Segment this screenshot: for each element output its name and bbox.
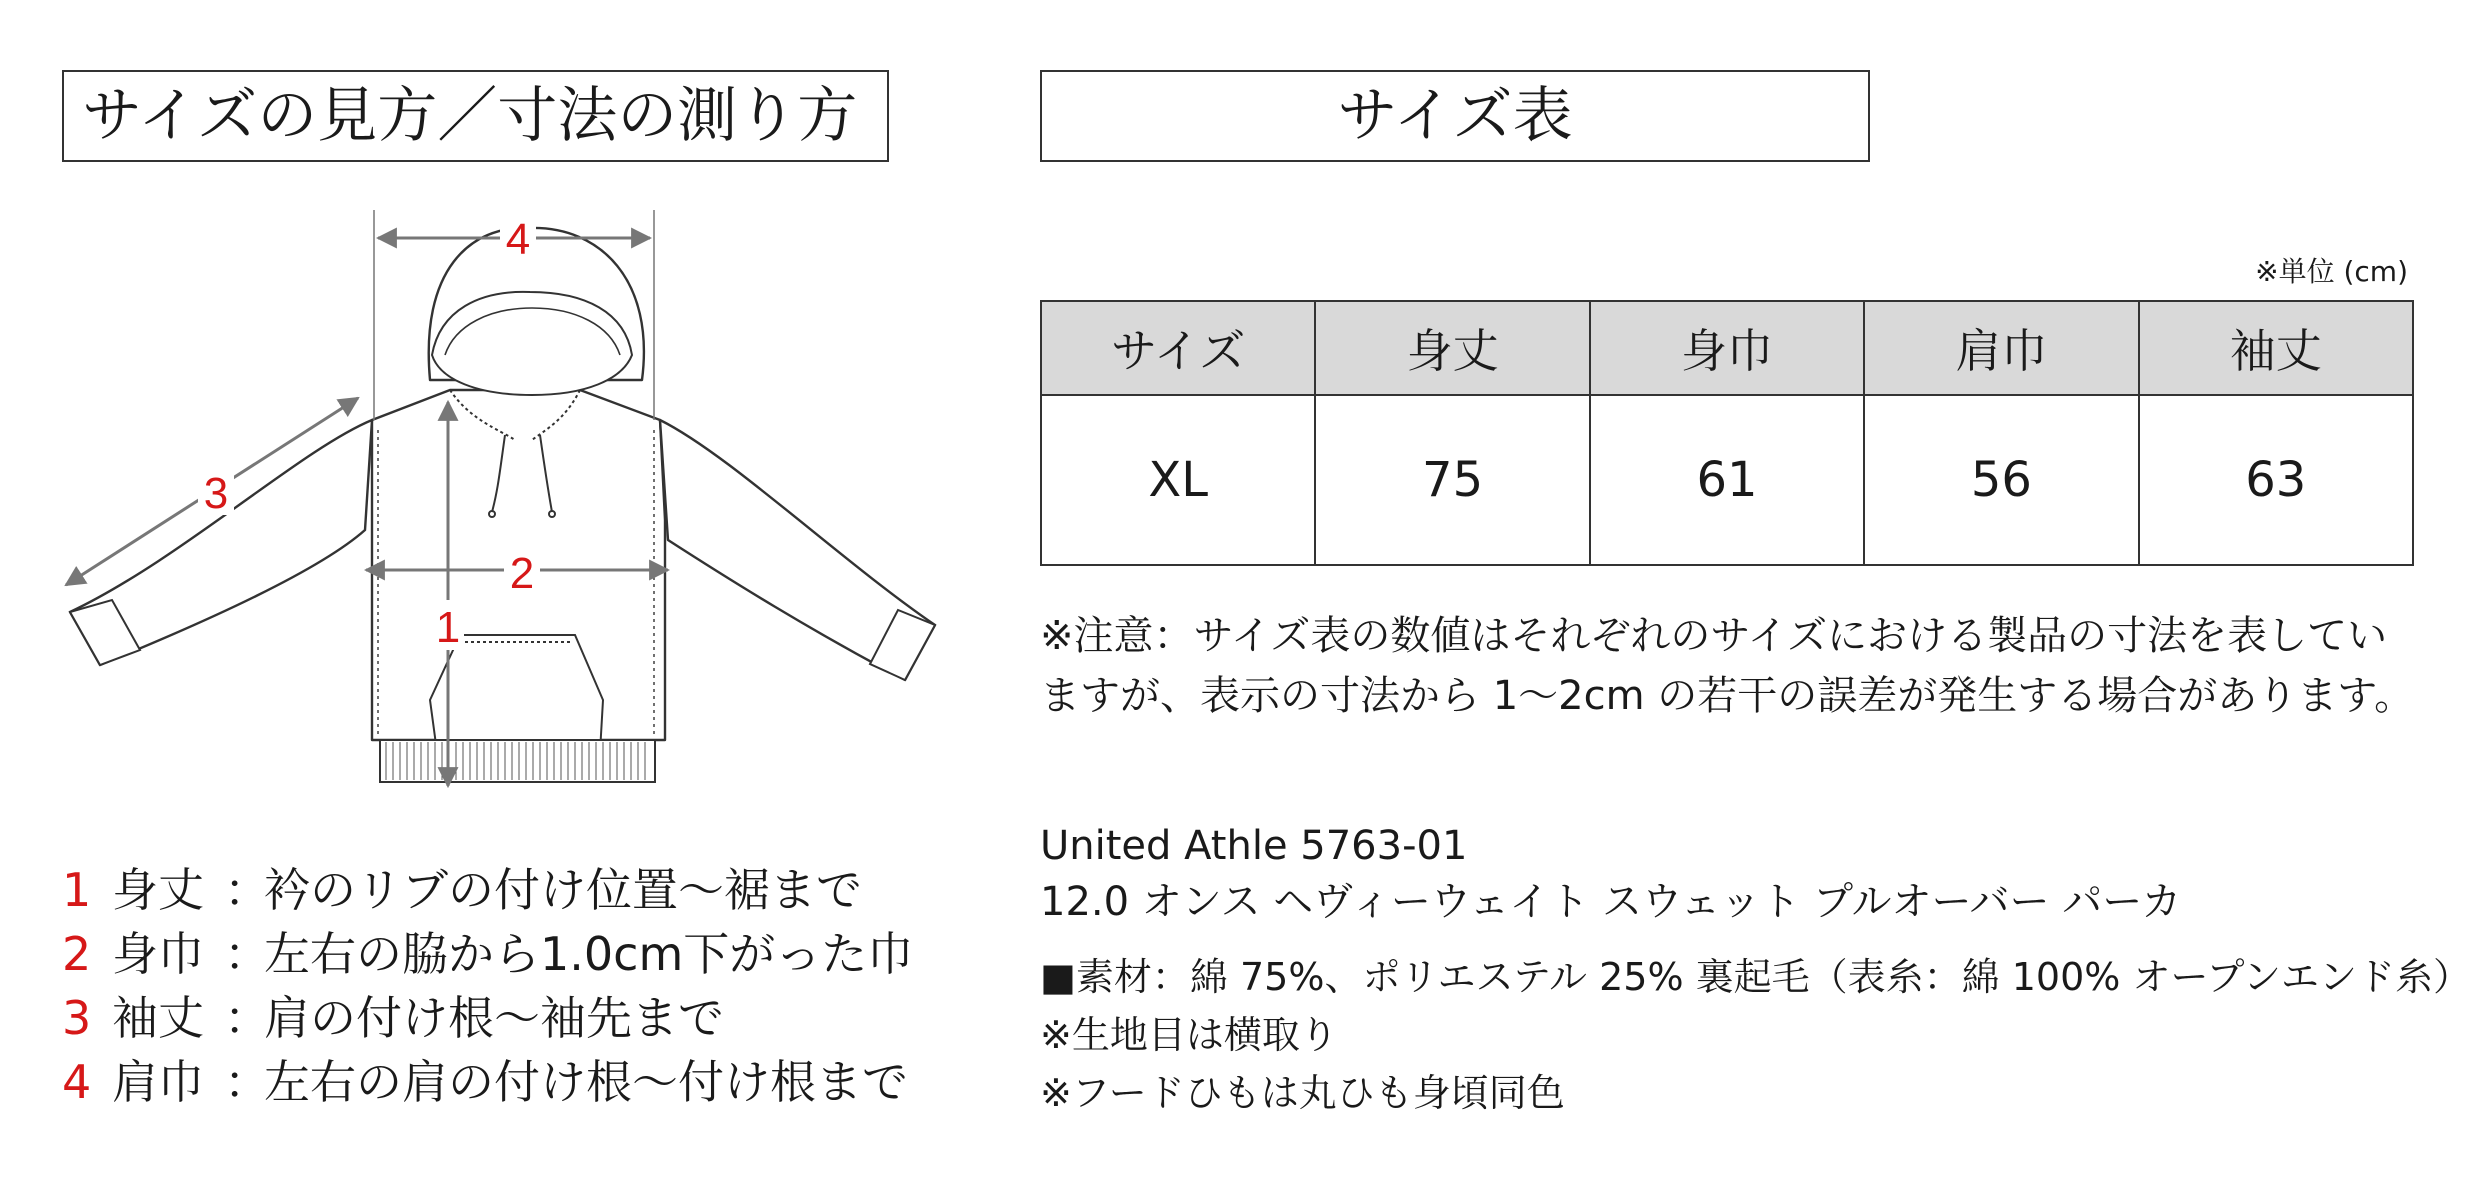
- product-model: United Athle 5763-01: [1040, 823, 1468, 869]
- product-name: 12.0 オンス ヘヴィーウェイト スウェット プルオーバー パーカ: [1040, 879, 2182, 925]
- legend-item: [62, 858, 913, 922]
- legend-item: [62, 986, 913, 1050]
- product-info: [1040, 818, 2181, 930]
- size-table-header-row: [1041, 301, 2413, 395]
- legend-colon: ：: [224, 991, 270, 1045]
- table-row: [1041, 395, 2413, 565]
- cell-shoulder-width: 56: [1864, 395, 2138, 565]
- measure-label-1: 1: [435, 603, 461, 652]
- caution-line-2: ますが、表示の寸法から 1〜2cm の若干の誤差が発生する場合があります。: [1040, 673, 2415, 719]
- material-note: ■素材：綿 75%、ポリエステル 25% 裏起毛（表糸：綿 100% オープンエンド糸）: [1040, 955, 2472, 999]
- caution-note: [1040, 606, 2440, 726]
- legend-item: [62, 1050, 913, 1114]
- legend-description: 左右の脇から1.0cm下がった巾: [264, 927, 914, 981]
- measure-label-3: 3: [203, 469, 229, 518]
- unit-note: ※単位 (cm): [2255, 255, 2408, 288]
- size-table: [1040, 300, 2414, 566]
- measurement-legend: [62, 858, 913, 1114]
- legend-number: 1: [62, 863, 92, 917]
- legend-description: 左右の肩の付け根〜付け根まで: [264, 1055, 908, 1109]
- cell-body-length: 75: [1315, 395, 1589, 565]
- hoodie-diagram: [0, 180, 960, 820]
- legend-colon: ：: [224, 927, 270, 981]
- header-body-width: 身巾: [1590, 301, 1864, 395]
- legend-term: 肩巾: [112, 1055, 204, 1109]
- legend-item: [62, 922, 913, 986]
- cord-note: ※フードひもは丸ひも身頃同色: [1040, 1071, 1565, 1115]
- header-shoulder-width: 肩巾: [1864, 301, 2138, 395]
- product-details: [1040, 948, 2471, 1122]
- legend-number: 2: [62, 927, 92, 981]
- cell-size: XL: [1041, 395, 1315, 565]
- header-body-length: 身丈: [1315, 301, 1589, 395]
- header-sleeve-length: 袖丈: [2139, 301, 2413, 395]
- legend-number: 4: [62, 1055, 92, 1109]
- cell-sleeve-length: 63: [2139, 395, 2413, 565]
- caution-line-1: ※注意：サイズ表の数値はそれぞれのサイズにおける製品の寸法を表してい: [1040, 613, 2388, 659]
- size-chart-title: サイズ表: [1040, 70, 1870, 162]
- legend-term: 身丈: [112, 863, 204, 917]
- measure-label-4: 4: [505, 215, 531, 264]
- legend-description: 衿のリブの付け位置〜裾まで: [264, 863, 862, 917]
- legend-term: 身巾: [112, 927, 204, 981]
- measurement-guide-title: サイズの見方／寸法の測り方: [62, 70, 889, 162]
- legend-colon: ：: [224, 863, 270, 917]
- fabric-note: ※生地目は横取り: [1040, 1013, 1338, 1057]
- measure-label-2: 2: [509, 549, 535, 598]
- legend-description: 肩の付け根〜袖先まで: [264, 991, 724, 1045]
- legend-colon: ：: [224, 1055, 270, 1109]
- legend-term: 袖丈: [112, 991, 204, 1045]
- header-size: サイズ: [1041, 301, 1315, 395]
- legend-number: 3: [62, 991, 92, 1045]
- cell-body-width: 61: [1590, 395, 1864, 565]
